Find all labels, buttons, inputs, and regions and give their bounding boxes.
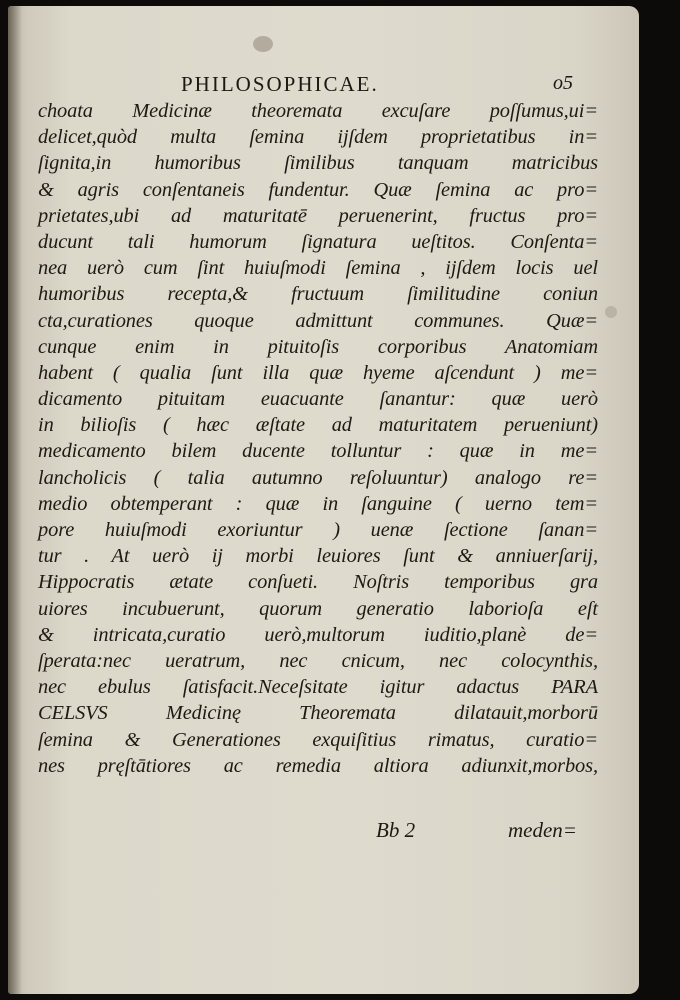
- text-line: medicamento bilem ducente tolluntur : quæ in me=: [38, 440, 598, 463]
- text-line: ſperata:nec ueratrum, nec cnicum, nec colocynthis,: [38, 649, 598, 672]
- book-page: [8, 6, 639, 994]
- text-line: pore huiuſmodi exoriuntur ) uenæ ſectione ſanan=: [38, 519, 598, 541]
- text-line: ſemina & Generationes exquiſitius rimatus, curatio=: [38, 728, 598, 751]
- text-line: prietates,ubi ad maturitatē peruenerint, fructus pro=: [38, 204, 598, 227]
- catchword: meden=: [508, 818, 577, 842]
- text-line: delicet,quòd multa ſemina ijſdem proprietatibus in=: [38, 126, 598, 149]
- text-line: dicamento pituitam euacuante ſanantur: quæ uerò: [38, 388, 598, 411]
- catch-line: [38, 818, 588, 844]
- text-line: lancholicis ( talia autumno reſoluuntur) analogo re=: [38, 466, 598, 489]
- text-line: CELSVS Medicinę Theoremata dilatauit,morborū: [38, 702, 598, 725]
- text-line: choata Medicinæ theoremata excuſare poſſumus,ui=: [38, 100, 598, 122]
- text-line: ducunt tali humorum ſignatura ueſtitos. Conſenta=: [38, 230, 598, 253]
- running-head: PHILOSOPHICAE.: [181, 72, 379, 96]
- text-line: cunque enim in pituitoſis corporibus Anatomiam: [38, 335, 598, 358]
- paper-stain: [605, 306, 617, 318]
- text-line: ſignita,in humoribus ſimilibus tanquam matricibus: [38, 152, 598, 175]
- binding-shadow: [8, 6, 22, 994]
- text-line: nec ebulus ſatisfacit.Neceſsitate igitur adactus PARA: [38, 676, 598, 699]
- body-text: [38, 98, 598, 779]
- text-line: & intricata,curatio uerò,multorum iuditio,planè de=: [38, 623, 598, 646]
- text-line: Hippocratis ætate conſueti. Noſtris temporibus gra: [38, 571, 598, 594]
- text-line: medio obtemperant : quæ in ſanguine ( uerno tem=: [38, 492, 598, 515]
- signature-mark: Bb 2: [376, 818, 416, 842]
- text-line: & agris conſentaneis fundentur. Quæ ſemina ac pro=: [38, 178, 598, 201]
- text-line: uiores incubuerunt, quorum generatio laborioſa eſt: [38, 597, 598, 620]
- text-line: in bilioſis ( hæc æſtate ad maturitatem perueniunt): [38, 414, 598, 437]
- text-line: nes pręſtātiores ac remedia altiora adiunxit,morbos,: [38, 754, 598, 777]
- text-line: cta,curationes quoque admittunt communes. Quæ=: [38, 309, 598, 332]
- text-line: tur . At uerò ij morbi leuiores ſunt & anniuerſarij,: [38, 545, 598, 568]
- ink-stain: [253, 36, 273, 52]
- folio-number: o5: [553, 72, 573, 94]
- text-line: habent ( qualia ſunt illa quæ hyeme aſcendunt ) me=: [38, 361, 598, 384]
- text-line: nea uerò cum ſint huiuſmodi ſemina , ijſdem locis uel: [38, 257, 598, 280]
- text-line: humoribus recepta,& fructuum ſimilitudine coniun: [38, 283, 598, 306]
